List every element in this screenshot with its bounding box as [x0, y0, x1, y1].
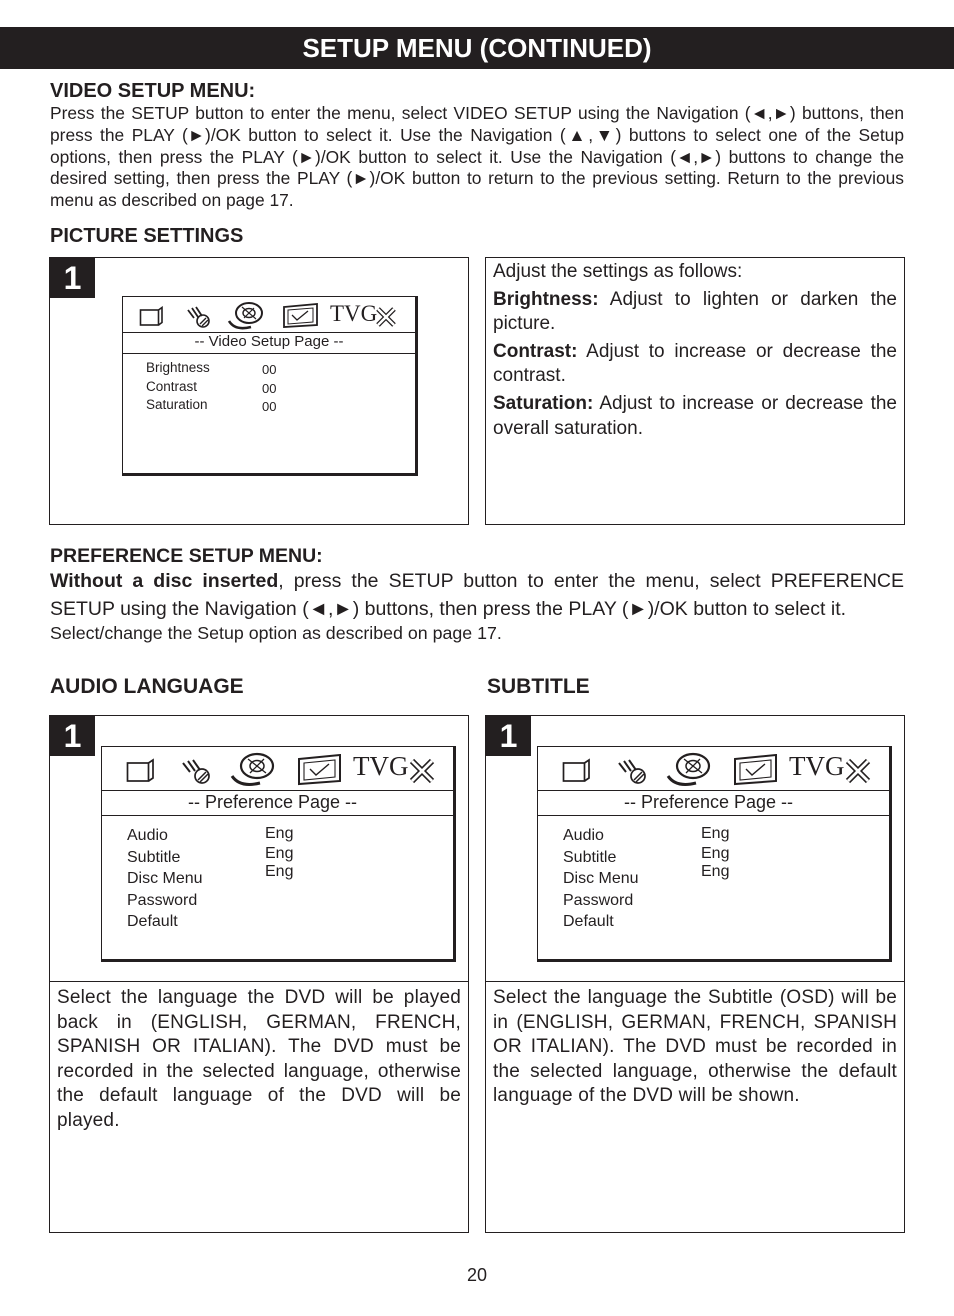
video-icon [732, 754, 778, 786]
video-setup-heading: VIDEO SETUP MENU: [50, 80, 256, 102]
tvg-icon-label: TVG [789, 751, 845, 781]
list-item[interactable]: Contrast [146, 378, 198, 394]
tvg-icon-label: TVG [330, 301, 378, 326]
list-item[interactable]: Subtitle [127, 848, 181, 866]
setting-value: 00 [262, 399, 277, 414]
page-title-bar [0, 27, 954, 69]
setting-value: Eng [265, 825, 294, 842]
exit-icon [375, 306, 397, 328]
preference-setup-note: Select/change the Setup option as described on page 17. [50, 623, 502, 643]
setting-value: 00 [262, 380, 277, 396]
brightness-description: Brightness: Adjust to lighten or darken the picture. [493, 288, 897, 335]
preference-list [563, 825, 639, 933]
list-item[interactable]: Audio [127, 827, 168, 844]
list-item[interactable]: Disc Menu [563, 870, 639, 887]
picture-settings-screen-panel [49, 257, 469, 525]
list-item[interactable]: Default [127, 913, 178, 930]
saturation-description: Saturation: Adjust to increase or decrease the overall saturation. [493, 392, 897, 439]
audio-language-heading: AUDIO LANGUAGE [50, 675, 244, 698]
panel-divider [486, 981, 904, 982]
preference-setup-heading: PREFERENCE SETUP MENU: [50, 545, 323, 567]
preference-setup-instructions: Without a disc inserted, press the SETUP button to enter the menu, select PREFERENCE SETUP using the Navigation (◄,►) buttons, then press the PLAY (►)/OK button to select it. [50, 570, 904, 620]
list-item[interactable]: Saturation [146, 397, 208, 412]
audio-language-panel [49, 715, 469, 1233]
page-title: SETUP MENU (CONTINUED) [302, 33, 652, 63]
screen-page-title: -- Video Setup Page -- [194, 333, 344, 350]
audio-language-description: Select the language the DVD will be played back in (ENGLISH, GERMAN, FRENCH, SPANISH OR ITALIAN). The DVD must be recorded in the selected language, otherwise the default language of the DVD will be played. [57, 987, 461, 1131]
language-icon [126, 758, 156, 784]
picture-settings-description [493, 260, 897, 441]
list-item[interactable]: Default [563, 913, 614, 930]
panel-divider [50, 981, 468, 982]
step-number: 1 [50, 258, 95, 298]
audio-icon [185, 304, 213, 330]
disc-icon [666, 752, 712, 788]
preference-values [701, 825, 729, 881]
disc-icon [227, 301, 265, 331]
video-icon [296, 754, 342, 786]
preference-list [127, 825, 203, 933]
list-item[interactable]: Password [127, 891, 198, 909]
video-setup-screen [122, 296, 418, 476]
language-icon [562, 758, 592, 784]
screen-divider [102, 815, 453, 816]
screen-divider [538, 815, 889, 816]
picture-settings-heading: PICTURE SETTINGS [50, 225, 244, 247]
preference-setup-screen [101, 746, 456, 962]
tvg-icon-label: TVG [353, 751, 409, 781]
screen-page-title: -- Preference Page -- [187, 792, 358, 812]
setting-list [146, 359, 210, 415]
list-item[interactable]: Audio [563, 827, 604, 844]
setting-value: 00 [262, 362, 277, 377]
list-item[interactable]: Disc Menu [127, 870, 203, 887]
list-item[interactable]: Password [563, 891, 634, 909]
setting-value: Eng [701, 863, 730, 880]
setting-value: Eng [265, 863, 294, 880]
subtitle-description: Select the language the Subtitle (OSD) will be in (ENGLISH, GERMAN, FRENCH, SPANISH OR ITALIAN). The DVD must be recorded in the selected language, otherwise the default language of the DVD will be shown. [493, 987, 897, 1107]
subtitle-panel [485, 715, 905, 1233]
audio-icon [180, 756, 214, 786]
setting-value: Eng [701, 845, 730, 862]
video-icon [281, 303, 319, 329]
contrast-description: Contrast: Adjust to increase or decrease the contrast. [493, 340, 897, 387]
setting-values [262, 361, 276, 417]
disc-icon [230, 752, 276, 788]
step-number: 1 [50, 716, 95, 756]
preference-setup-screen [537, 746, 892, 962]
list-item[interactable]: Brightness [146, 360, 210, 375]
list-item[interactable]: Subtitle [563, 848, 617, 866]
audio-icon [616, 756, 650, 786]
exit-icon [409, 758, 435, 784]
screen-divider [123, 353, 415, 354]
language-icon [139, 306, 165, 328]
step-number: 1 [486, 716, 531, 756]
description-intro: Adjust the settings as follows: [493, 261, 743, 282]
setting-value: Eng [701, 825, 730, 842]
preference-values [265, 825, 293, 881]
page-number: 20 [466, 1265, 488, 1285]
picture-settings-description-panel [485, 257, 905, 525]
exit-icon [845, 758, 871, 784]
subtitle-heading: SUBTITLE [487, 675, 590, 698]
setting-value: Eng [265, 845, 294, 862]
video-setup-instructions: Press the SETUP button to enter the menu, select VIDEO SETUP using the Navigation (◄,►) buttons, then press the PLAY (►)/OK button to select it. Use the Navigation (▲,▼) buttons to select one of the Setup options, then press the PLAY (►)/OK button to select it. Use the Navigation (◄,►) buttons to change the desired setting, then press the PLAY (►)/OK button to return to the previous setting. Return to the previous menu as described on page 17. [50, 103, 904, 211]
screen-page-title: -- Preference Page -- [623, 792, 794, 812]
